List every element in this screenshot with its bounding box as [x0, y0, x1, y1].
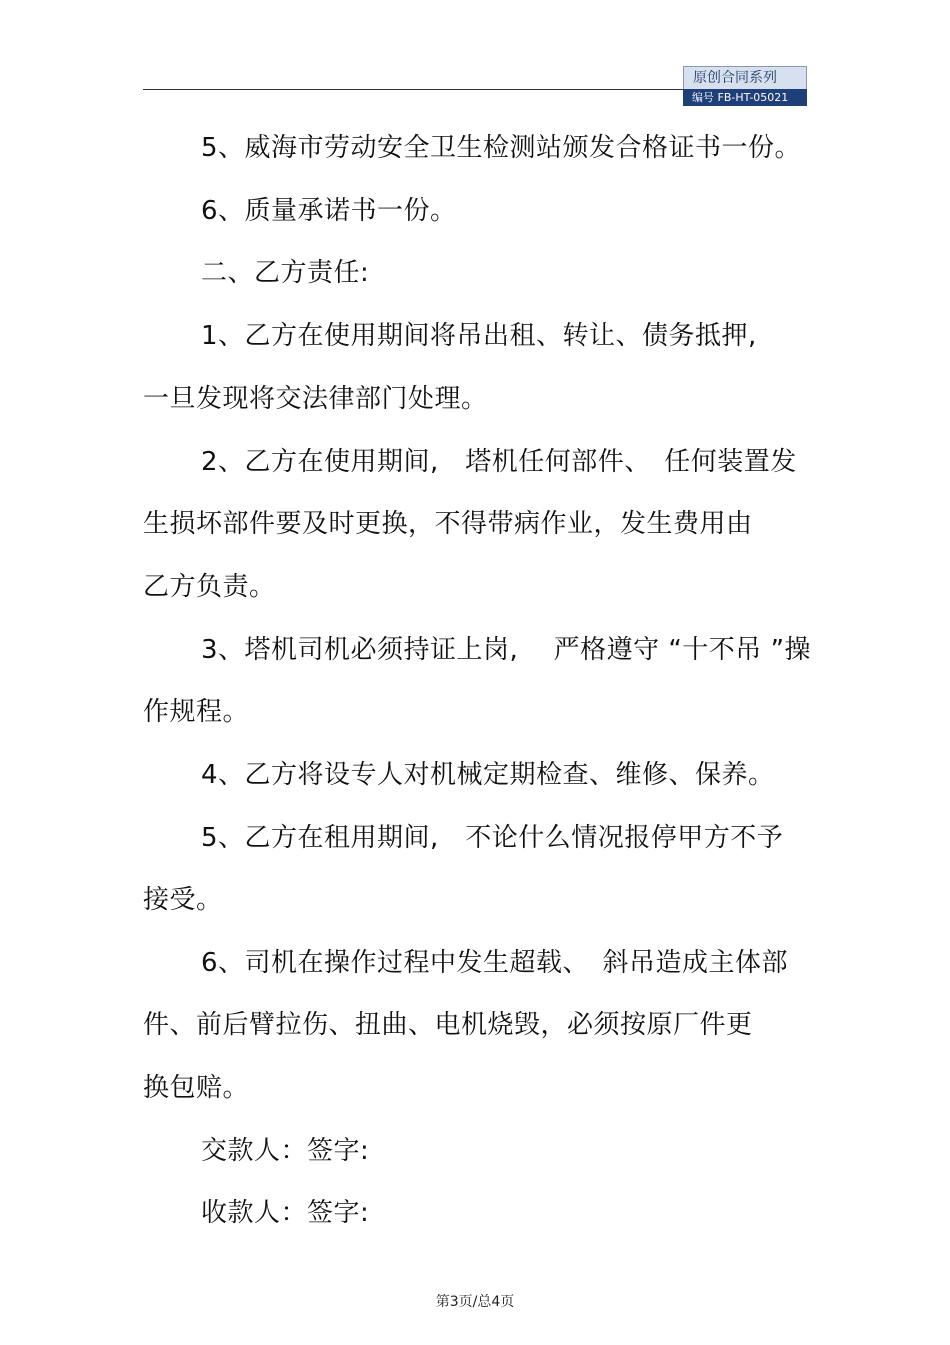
body-line: 换包赔。: [143, 1073, 250, 1103]
body-line: 4、乙方将设专人对机械定期检查、维修、保养。: [201, 760, 775, 790]
body-line: 6、司机在操作过程中发生超载、 斜吊造成主体部: [201, 948, 789, 978]
payee-signature-line: 收款人：签字:: [201, 1198, 370, 1228]
body-line: 件、前后臂拉伤、扭曲、电机烧毁，必须按原厂件更: [143, 1010, 753, 1040]
body-line: 1、乙方在使用期间将吊出租、转让、债务抵押,: [201, 321, 757, 351]
document-code: 编号 FB-HT-05021: [683, 89, 807, 106]
header-rule: [143, 89, 683, 90]
body-line: 5、威海市劳动安全卫生检测站颁发合格证书一份。: [201, 133, 802, 163]
body-line: 作规程。: [143, 697, 250, 727]
body-line: 2、乙方在使用期间, 塔机任何部件、 任何装置发: [201, 447, 797, 477]
page-number: 第3页/总4页: [435, 1294, 515, 1310]
series-label: 原创合同系列: [683, 66, 807, 89]
body-line: 5、乙方在租用期间, 不论什么情况报停甲方不予: [201, 823, 784, 853]
section-heading: 二、乙方责任:: [201, 258, 370, 288]
body-line: 生损坏部件要及时更换，不得带病作业，发生费用由: [143, 509, 753, 539]
payer-signature-line: 交款人：签字:: [201, 1136, 370, 1166]
body-line: 3、塔机司机必须持证上岗, 严格遵守 “十不吊 ”操: [201, 635, 812, 665]
series-badge: [683, 66, 807, 106]
body-line: 接受。: [143, 885, 223, 915]
body-line: 一旦发现将交法律部门处理。: [143, 384, 488, 414]
body-line: 乙方负责。: [143, 572, 276, 602]
body-line: 6、质量承诺书一份。: [201, 196, 457, 226]
